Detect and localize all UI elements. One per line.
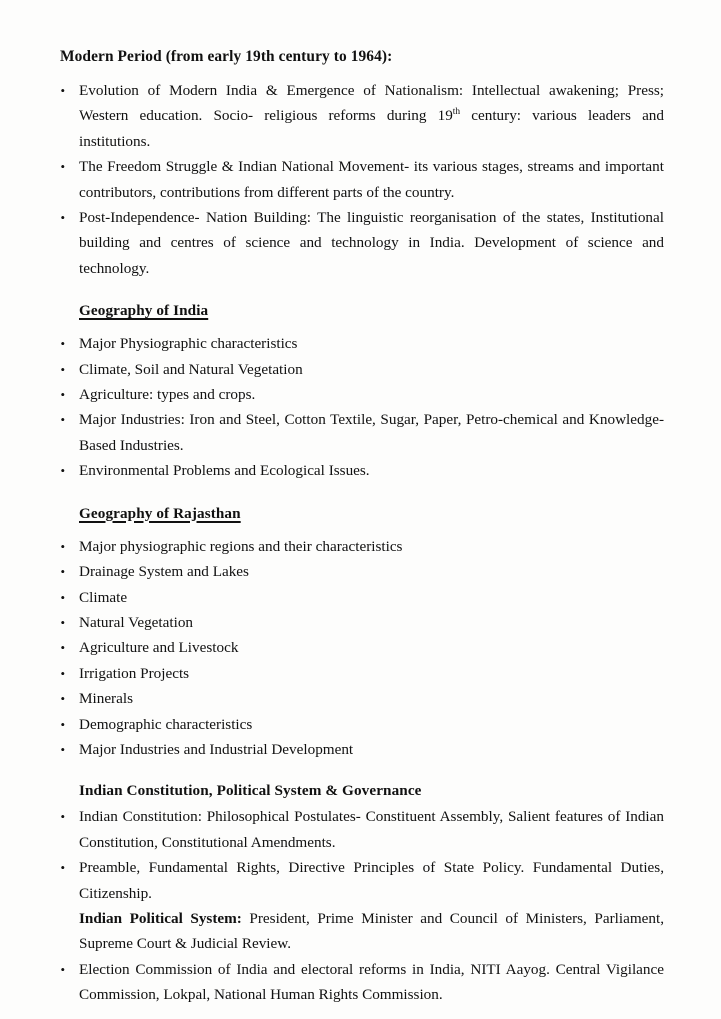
list-item — [60, 458, 664, 483]
list-item — [60, 559, 664, 584]
list-item — [60, 382, 664, 407]
list-item — [60, 534, 664, 559]
list-item-text: Major Industries and Industrial Development — [79, 740, 354, 758]
bullet-icon: • — [60, 589, 66, 605]
bullet-icon: • — [60, 159, 66, 175]
century-number: 19 — [437, 107, 453, 125]
list-item — [60, 585, 664, 610]
list-item — [60, 205, 664, 281]
bullet-icon: • — [60, 210, 66, 226]
bullet-icon: • — [60, 463, 66, 479]
bullet-icon: • — [60, 412, 66, 428]
list-item-text: Indian Constitution: Philosophical Postulates- Constituent Assembly, Salient features of Indian Constitution, Constitutional Amendments. — [79, 808, 664, 851]
list-item — [60, 737, 664, 762]
section-heading-geography-of-india: Geography of India — [79, 302, 209, 320]
list-item-text: Election Commission of India and electoral reforms in India, NITI Aayog. Central Vigilance Commission, Lokpal, National Human Rights Commission. — [79, 960, 664, 1004]
list-item — [60, 804, 664, 855]
list-item — [60, 712, 664, 737]
section-heading-geography-of-rajasthan: Geography of Rajasthan — [79, 504, 241, 522]
list-item-text: Environmental Problems and Ecological Issues. — [79, 462, 370, 480]
list-item — [60, 331, 664, 356]
list-item-text: Major Physiographic characteristics — [79, 335, 298, 353]
list-item — [60, 154, 664, 205]
page-title: Modern Period (from early 19th century to 1964): — [60, 48, 393, 65]
list-item-text: The Freedom Struggle & Indian National Movement- its various stages, streams and important contributors, contributions from different parts of the country. — [79, 158, 664, 201]
geography-rajasthan-list — [60, 534, 664, 763]
ordinal-suffix: th — [452, 107, 461, 118]
list-item-text-part: Evolution of Modern India & Emergence of Nationalism: Intellectual awakening; Press; Western education. Socio- religious reforms during — [79, 82, 664, 125]
bullet-icon: • — [60, 538, 66, 554]
document-content — [60, 44, 664, 1008]
geography-india-list — [60, 331, 664, 483]
list-item — [60, 855, 664, 906]
bullet-icon: • — [60, 336, 66, 352]
bullet-icon: • — [60, 716, 66, 732]
list-item — [60, 610, 664, 635]
bullet-icon: • — [60, 83, 66, 98]
bullet-icon: • — [60, 860, 66, 876]
list-item — [60, 957, 664, 1008]
bullet-icon: • — [60, 741, 66, 757]
list-item-text: Drainage System and Lakes — [79, 563, 249, 581]
list-item-continuation — [60, 906, 664, 957]
list-item-text-part: century: various leaders and institutions. — [79, 107, 664, 150]
section-heading-indian-constitution: Indian Constitution, Political System & Governance — [79, 782, 422, 800]
list-item — [60, 635, 664, 660]
inline-bold-lead: Indian Political System: — [79, 909, 242, 927]
bullet-icon: • — [60, 640, 66, 656]
list-item — [60, 407, 664, 458]
list-item-text: Natural Vegetation — [79, 613, 194, 631]
list-item-text: Major physiographic regions and their characteristics — [79, 537, 403, 555]
list-item-text: Demographic characteristics — [79, 715, 253, 733]
list-item-text: Preamble, Fundamental Rights, Directive Principles of State Policy. Fundamental Duties, Citizenship. — [79, 859, 664, 902]
modern-period-list — [60, 78, 664, 281]
list-item-text: Major Industries: Iron and Steel, Cotton Textile, Sugar, Paper, Petro-chemical and Knowledge-Based Industries. — [79, 411, 664, 454]
list-item-text: Irrigation Projects — [79, 664, 190, 682]
list-item-text: Post-Independence- Nation Building: The linguistic reorganisation of the states, Institutional building and centres of science and technology in India. Development of science and technology. — [79, 209, 664, 277]
list-item-text: Minerals — [79, 690, 133, 708]
list-item — [60, 357, 664, 382]
bullet-icon: • — [60, 809, 66, 825]
list-item — [60, 686, 664, 711]
bullet-icon: • — [60, 614, 66, 630]
list-item-text: Climate, Soil and Natural Vegetation — [79, 360, 303, 378]
indian-constitution-list — [60, 804, 664, 1007]
bullet-icon: • — [60, 564, 66, 580]
list-item — [60, 78, 664, 154]
bullet-icon: • — [60, 387, 66, 403]
bullet-icon: • — [60, 361, 66, 377]
list-item-text: Agriculture and Livestock — [79, 639, 239, 657]
list-item-text: Climate — [79, 588, 128, 606]
list-item — [60, 661, 664, 686]
bullet-icon: • — [60, 665, 66, 681]
bullet-icon: • — [60, 961, 66, 977]
bullet-icon: • — [60, 691, 66, 707]
list-item-text: Agriculture: types and crops. — [79, 386, 256, 404]
list-item-text: President, Prime Minister and Council of Ministers, Parliament, Supreme Court & Judicial Review. — [79, 909, 665, 953]
